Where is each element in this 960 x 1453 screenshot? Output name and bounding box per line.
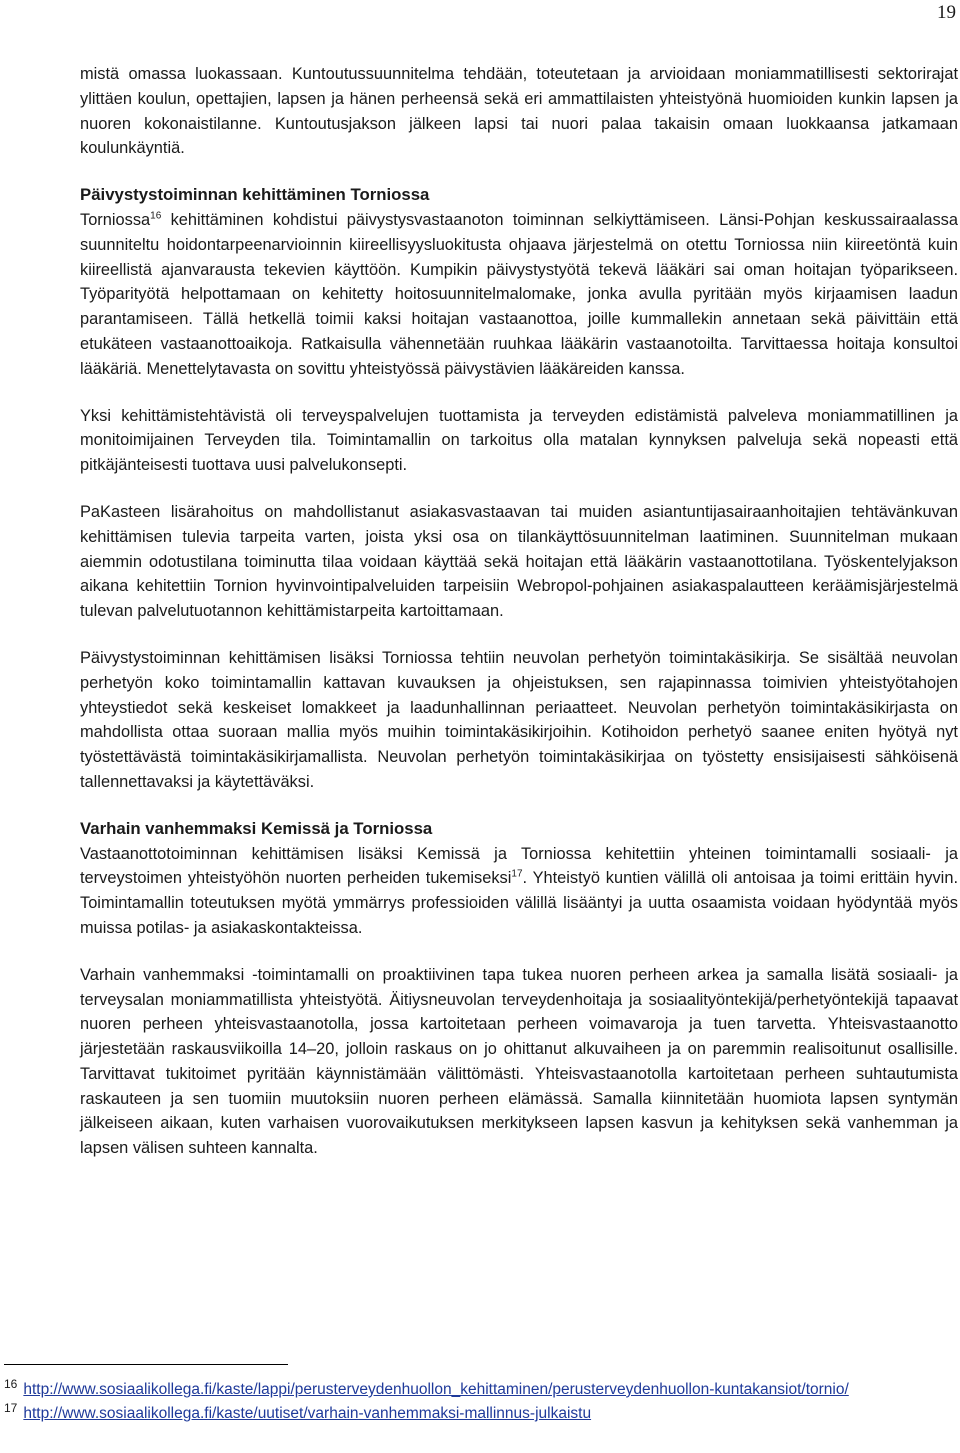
paragraph-paivystys-start: Torniossa [80,210,151,229]
paragraph-vastaanotto-rest: . Yhteistyö kuntien välillä oli antoisaa ja toimi erittäin hyvin. Toimintamallin toteutuksen myötä ymmärrys professioiden välillä lisääntyi ja uutta osaamista voidaan hyödyntää myös muissa potilas- ja asiakaskontakteissa. [80,869,958,937]
paragraph-terveyden-tila: Yksi kehittämistehtävistä oli terveyspalvelujen tuottamista ja terveyden edistämistä palveleva moniammatillinen ja monitoimijainen Terveyden tila. Toimintamallin on tarkoitus olla matalan kynnyksen palveluja sekä nopeasti että pitkäjänteisesti tuottava uusi palvelukonsepti. [80,406,958,475]
footnote-link[interactable]: http://www.sosiaalikollega.fi/kaste/lappi/perusterveydenhuollon_kehittaminen/perusterveydenhuollon-kuntakansiot/tornio/ [23,1381,849,1398]
footnote-link[interactable]: http://www.sosiaalikollega.fi/kaste/uutiset/varhain-vanhemmaksi-mallinnus-julkaistu [23,1405,592,1422]
footnote-separator [4,1364,288,1365]
heading-varhain-vanhemmaksi: Varhain vanhemmaksi Kemissä ja Torniossa [80,818,433,838]
paragraph-toimintamalli: Varhain vanhemmaksi -toimintamalli on proaktiivinen tapa tukea nuoren perheen arkea ja samalla lisätä sosiaali- ja terveysalan moniammatillista yhteistyötä. Äitiysneuvolan terveydenhoitaja ja sosiaalityöntekijä/perhetyöntekijä tapaavat nuoren perheen yhteisvastaanotolla, jossa kartoitetaan perheen voimavaroja ja tuen tarvetta. Yhteisvastaanotto järjestetään raskausviikoilla 14–20, jolloin raskaus on jo ohittanut alkuvaiheen ja on paremmin realisoitunut osallisille. Tarvittavat tukitoimet pyritään käynnistämään välittömästi. Yhteisvastaanotolla kartoitetaan perheen suhtautumista raskauteen ja sen tuomiin muutoksiin nuoren perheen elämässä. Samalla kiinnitetään huomiota lapsen syntymän jälkeiseen aikaan, kuten varhaisen vuorovaikutuksen merkitykseen lapsen kasvun ja kehityksen sekä vanhemman ja lapsen välisen suhteen kannalta. [80,965,958,1158]
paragraph-vastaanotto [80,842,958,941]
paragraph-paivystys [80,208,958,382]
footnote-ref-16[interactable]: 16 [150,210,162,222]
footnote-ref-17[interactable]: 17 [511,868,523,880]
heading-paivystys: Päivystystoiminnan kehittäminen Torniossa [80,185,430,205]
paragraph-intro: mistä omassa luokassaan. Kuntoutussuunnitelma tehdään, toteutetaan ja arvioidaan moniammatillisesti sektorirajat ylittäen koulun, opettajien, lapsen ja hänen perheensä sekä eri ammattilaisten yhteistyönä huomioiden kunkin lapsen ja nuoren kokonaistilanne. Kuntoutusjakson jälkeen lapsi tai nuori palaa takaisin omaan luokkaansa jatkamaan koulunkäyntiä. [80,65,958,158]
paragraph-vastaanotto-start: Vastaanottotoiminnan kehittämisen lisäksi Kemissä ja Torniossa kehitettiin yhteinen toimintamalli sosiaali- ja terveystoimen yhteistyöhön nuorten perheiden tukemiseksi [80,844,958,888]
paragraph-perhetyo: Päivystystoiminnan kehittämisen lisäksi Torniossa tehtiin neuvolan perhetyön toimintakäsikirja. Se sisältää neuvolan perhetyön koko toimintamallin kattavan kuvauksen ja ohjeistuksen, sen rajapinnassa toimivien yhteistyötahojen yhteystiedot sekä keskeiset lomakkeet ja laadunhallinnan periaatteet. Neuvolan perhetyön toimintakäsikirjasta on mahdollista ottaa suoraan mallia myös muihin toimintakäsikirjoihin. Kotihoidon perhetyö saanee eniten hyötyä nyt työstettävästä toimintakäsikirjamallista. Neuvolan perhetyön toimintakäsikirjaa on työstetty ensisijaisesti sähköisenä tallennettavaksi ja käytettäväksi. [80,648,958,791]
paragraph-paivystys-rest: kehittäminen kohdistui päivystysvastaanoton toiminnan selkiyttämiseen. Länsi-Pohjan keskussairaalassa suunniteltu hoidontarpeenarvioinnin kiireellisyysluokitusta ohjaava järjestelmä on otettu Torniossa niin kiireetöntä kuin kiireellistä ajanvarausta tekevien käyttöön. Kumpikin päivystystyötä tekevä lääkäri sai oman hoitajan työparikseen. Työparityötä helpottamaan on kehitetty hoitosuunnitelmalomake, jonka avulla pyritään myös kirjaamisen laadun parantamiseen. Tällä hetkellä toimii kaksi hoitajan vastaanottoa, joille kummallekin annetaan sekä päivittäin että etukäteen vastaanottoaikoja. Ratkaisulla vähennetään ruuhkaa lääkärin vastaanotoilta. Tarvittaessa hoitaja konsultoi lääkäriä. Menettelytavasta on sovittu yhteistyössä päivystävien lääkäreiden kanssa. [80,210,958,378]
paragraph-pakaste: PaKasteen lisärahoitus on mahdollistanut asiakasvastaavan tai muiden asiantuntijasairaanhoitajien tehtävänkuvan kehittämisen tulevia tarpeita varten, joista yksi osa on tilankäyttösuunnitelman laatiminen. Suunnitelman mukaan aiemmin odotustilana toiminutta tilaa voidaan käyttää sekä hoitajan että lääkärin vastaanottotilana. Työskentelyjakson aikana kehitettiin Tornion hyvinvointipalveluiden tarpeisiin Webropol-pohjainen asiakaspalautteen keräämisjärjestelmä tulevan palvelutuotannon kehittämistarpeita kartoittamaan. [80,502,958,621]
footnote-number: 17 [4,1400,18,1415]
footnotes [4,1378,954,1426]
footnote-number: 16 [4,1376,18,1391]
footnote-16 [4,1378,954,1402]
page-number: 19 [937,2,956,23]
document-body [80,62,958,1161]
footnote-17 [4,1402,954,1426]
